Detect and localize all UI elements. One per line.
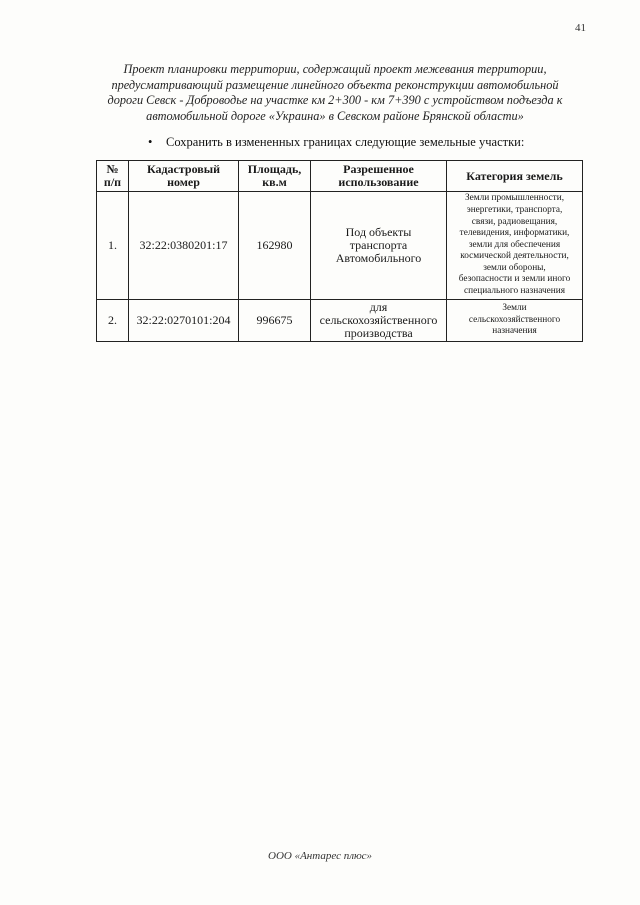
cell-cadastral-number: 32:22:0380201:17 [129, 192, 239, 300]
cell-line: назначения [492, 326, 537, 337]
title-line: автомобильной дороге «Украина» в Севском районе Брянской области» [146, 108, 524, 123]
cell-permitted-use [311, 300, 447, 342]
document-title [100, 62, 570, 124]
cell-cadastral-number: 32:22:0270101:204 [129, 300, 239, 342]
header-number [97, 161, 129, 192]
cell-line: безопасности и земли иного [458, 274, 571, 285]
header-area [239, 161, 311, 192]
cell-number: 1. [97, 192, 129, 300]
table-row [97, 192, 583, 300]
cell-area: 162980 [239, 192, 311, 300]
cell-line: для [369, 300, 388, 314]
header-cadastral-number [129, 161, 239, 192]
cell-land-category [447, 192, 583, 300]
header-text: использование [338, 175, 419, 189]
header-text: Категория земель [466, 168, 563, 183]
cell-line: сельскохозяйственного [468, 314, 561, 325]
header-text: п/п [103, 175, 122, 189]
table-row [97, 300, 583, 342]
header-text: № [106, 162, 119, 176]
cell-line: производства [344, 326, 413, 340]
intro-paragraph [148, 135, 524, 150]
cell-land-category [447, 300, 583, 342]
cell-line: специального назначения [464, 286, 565, 297]
header-text: Площадь, [247, 162, 302, 176]
cell-line: Земли [502, 303, 527, 314]
intro-text: Сохранить в измененных границах следующие земельные участки: [166, 135, 525, 149]
cell-line: Автомобильного [335, 251, 422, 265]
cell-area: 996675 [239, 300, 311, 342]
page-number: 41 [575, 22, 586, 34]
cell-line: энергетики, транспорта, [466, 204, 563, 215]
cell-permitted-use [311, 192, 447, 300]
title-line: предусматривающий размещение линейного объекта реконструкции автомобильной [111, 77, 559, 92]
header-text: Разрешенное [343, 162, 414, 176]
header-text: Кадастровый [146, 162, 221, 176]
footer-company: ООО «Антарес плюс» [268, 850, 372, 862]
table-header-row [97, 161, 583, 192]
cell-line: связи, радиовещания, [471, 216, 558, 227]
cell-line: транспорта [349, 238, 408, 252]
title-line: дороги Севск - Доброводье на участке км 2+300 - км 7+390 с устройством подъезда к [107, 93, 563, 107]
header-land-category [447, 161, 583, 192]
cell-line: земли для обеспечения [468, 239, 561, 250]
cell-line: космической деятельности, [460, 251, 569, 262]
cell-line: земли обороны, [483, 262, 546, 273]
header-permitted-use [311, 161, 447, 192]
header-text: номер [167, 175, 200, 189]
title-line: Проект планировки территории, содержащий проект межевания территории, [123, 62, 547, 76]
cell-line: сельскохозяйственного [319, 313, 438, 327]
land-parcels-table [96, 160, 583, 342]
cell-line: Земли промышленности, [464, 193, 565, 204]
cell-line: Под объекты [345, 225, 412, 239]
cell-number: 2. [97, 300, 129, 342]
header-text: кв.м [262, 175, 287, 189]
bullet-icon: • [148, 135, 153, 149]
cell-line: телевидения, информатики, [459, 228, 570, 239]
